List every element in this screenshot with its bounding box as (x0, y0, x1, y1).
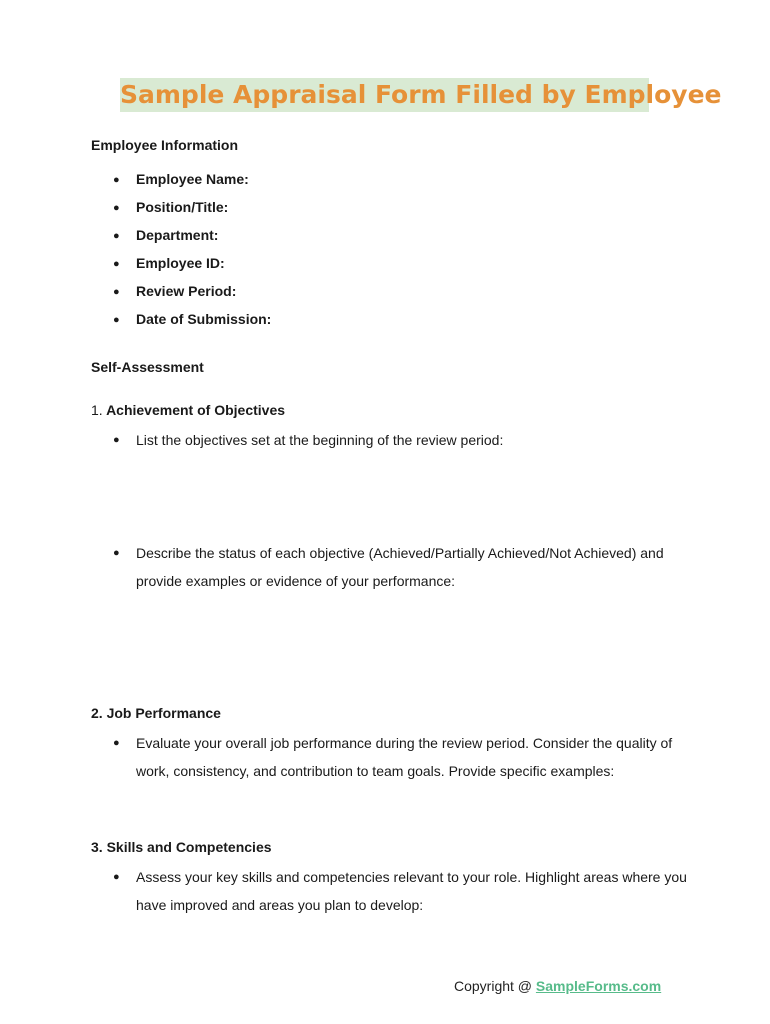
section-3-heading: 3. Skills and Competencies (91, 839, 272, 855)
field-label: Department: (136, 227, 219, 243)
bullet-icon: ● (113, 434, 120, 446)
section-2-item-1 (113, 729, 693, 785)
section-3-item-1 (113, 863, 693, 919)
field-label: Employee Name: (136, 171, 249, 187)
section-number: 1. (91, 402, 103, 418)
section-1-item-1 (113, 426, 693, 454)
field-label: Date of Submission: (136, 311, 272, 327)
bullet-icon: ● (113, 871, 120, 883)
employee-info-heading: Employee Information (91, 137, 239, 153)
sampleforms-link[interactable]: SampleForms.com (535, 978, 662, 994)
item-text: List the objectives set at the beginning of the review period: (136, 432, 504, 448)
field-position-title (113, 199, 228, 215)
section-1-item-2 (113, 539, 693, 595)
bullet-icon: ● (113, 230, 120, 242)
field-employee-id (113, 255, 225, 271)
item-text: Evaluate your overall job performance during the review period. Consider the quality of work, consistency, and contribution to team goals. Provide specific examples: (136, 735, 673, 779)
section-title: Achievement of Objectives (106, 402, 286, 418)
section-2-heading: 2. Job Performance (91, 705, 221, 721)
bullet-icon: ● (113, 174, 120, 186)
bullet-icon: ● (113, 314, 120, 326)
copyright-footer (454, 978, 661, 994)
field-date-of-submission (113, 311, 271, 327)
item-text: Describe the status of each objective (Achieved/Partially Achieved/Not Achieved) and provide examples or evidence of your performance: (136, 545, 664, 589)
field-department (113, 227, 218, 243)
bullet-icon: ● (113, 286, 120, 298)
field-review-period (113, 283, 236, 299)
copyright-prefix: Copyright @ (454, 978, 536, 994)
item-text: Assess your key skills and competencies relevant to your role. Highlight areas where you have improved and areas you plan to develop: (136, 869, 687, 913)
field-label: Review Period: (136, 283, 237, 299)
bullet-icon: ● (113, 547, 120, 559)
field-label: Position/Title: (136, 199, 229, 215)
bullet-icon: ● (113, 737, 120, 749)
bullet-icon: ● (113, 202, 120, 214)
section-1-heading (91, 402, 285, 418)
document-title: Sample Appraisal Form Filled by Employee (120, 78, 649, 112)
bullet-icon: ● (113, 258, 120, 270)
self-assessment-heading: Self-Assessment (91, 359, 204, 375)
field-employee-name (113, 171, 249, 187)
field-label: Employee ID: (136, 255, 225, 271)
